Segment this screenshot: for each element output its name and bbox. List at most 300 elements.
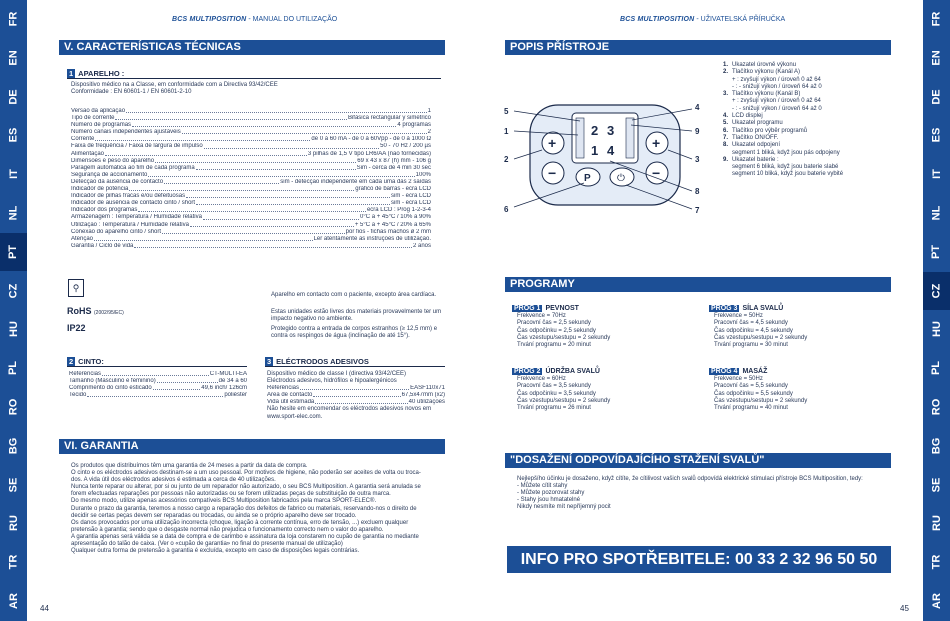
spec-value: CT-MULTI-EA xyxy=(209,371,247,377)
leader-dots xyxy=(105,151,307,156)
subsection-electrodes: 3 ELÉCTRODOS ADESIVOS xyxy=(265,357,445,367)
language-tab-de[interactable] xyxy=(923,78,950,116)
language-tab-ru[interactable] xyxy=(0,504,27,542)
spec-key: Tamanho (Masculino e feminino) xyxy=(69,378,156,385)
program-line: Čas odpočinku = 2,5 sekundy xyxy=(517,327,596,334)
minus-label: − xyxy=(652,165,661,181)
page-number-right: 45 xyxy=(900,604,909,613)
leader-dots xyxy=(300,385,409,390)
spec-row xyxy=(71,236,431,243)
spec-key: Indicador de ausência de contacto cinto / short xyxy=(71,200,196,207)
language-tab-cz[interactable] xyxy=(923,272,950,310)
language-tab-label: SE xyxy=(7,477,20,492)
language-tab-label: RU xyxy=(7,515,20,532)
spec-value: sim - detecção independente em cada uma das 2 saídas xyxy=(280,178,431,185)
spec-key: Paragem automática ao fim de cada programa xyxy=(71,164,195,171)
language-tabs-left xyxy=(0,0,27,621)
language-tab-ru[interactable] xyxy=(923,504,950,542)
program-line: Čas vzestupu/sestupu = 2 sekundy xyxy=(517,334,611,341)
spec-key: Indicador de potência xyxy=(71,186,129,193)
legend-item xyxy=(723,171,903,178)
program-line: Pracovní čas = 3,5 sekundy xyxy=(517,383,591,390)
language-tab-label: AR xyxy=(930,593,943,609)
spec-row xyxy=(69,378,247,385)
leader-dots xyxy=(138,207,366,212)
spec-row xyxy=(71,122,431,129)
warranty-line: Durante o prazo da garantia, teremos a nosso cargo a reparação dos defeitos de fabrico ou materiais, reservando-nos o direito de xyxy=(71,505,417,512)
language-tab-tr[interactable] xyxy=(923,543,950,581)
spec-key: Detecção da ausência de contacto xyxy=(71,178,164,185)
consumer-info-banner: INFO PRO SPOTŘEBITELE: 00 33 2 32 96 50 50 xyxy=(507,546,891,573)
callout-9: 9 xyxy=(695,127,700,136)
legend-item xyxy=(723,98,903,105)
power-bar-a xyxy=(576,118,584,158)
leader-dots xyxy=(196,165,356,170)
leader-dots xyxy=(315,399,407,404)
legend-text: LCD displej xyxy=(732,113,763,120)
spec-value: 50 - 70 Hz / 200 µs xyxy=(380,143,431,150)
spec-value: poliéster xyxy=(224,392,247,399)
spec-row xyxy=(71,143,431,150)
leader-dots xyxy=(186,193,390,198)
program-line: Čas odpočinku = 5,5 sekundy xyxy=(714,390,793,397)
language-tab-pt[interactable] xyxy=(923,233,950,271)
legend-text: - : - snižují výkon / úroveň 64 až 0 xyxy=(732,105,822,112)
program-heading xyxy=(709,368,889,375)
program-tag: PROG 3 xyxy=(711,305,738,312)
spec-row xyxy=(267,399,445,406)
spec-value: de 34 a 60 xyxy=(218,378,247,385)
legend-item xyxy=(723,91,903,98)
spec-key: Faixa de frequência / Faixa de largura de impulso xyxy=(71,143,203,150)
warranty-line: forem efectuadas reparações por pessoas não autorizadas ou se forem utilizadas peças de substituição de outra marca. xyxy=(71,491,391,498)
spec-key: Utilização : Temperatura / Humidade relativa xyxy=(71,221,189,228)
spec-key: Indicador de pilhas fracas e/ou defeituosas xyxy=(71,193,186,200)
program-line: Pracovní čas = 5,5 sekundy xyxy=(714,383,788,390)
spec-key: Tipo de corrente xyxy=(71,115,115,122)
spec-key: Área de contacto xyxy=(267,392,313,399)
legend-text: Ukazatel odpojení xyxy=(732,142,781,149)
page-number-left: 44 xyxy=(40,604,49,613)
leader-dots xyxy=(157,378,218,383)
legend-text: + : zvyšují výkon / úroveň 0 až 64 xyxy=(732,98,821,105)
program-line: Pracovní čas = 2,5 sekundy xyxy=(517,320,591,327)
legend-text: Tlačítko výkonu (Kanál B) xyxy=(732,91,801,98)
language-tab-label: FR xyxy=(930,11,943,27)
section-title-programs: PROGRAMY xyxy=(505,277,891,292)
language-tab-label: RO xyxy=(930,398,943,416)
spec-value: gráfico de barras - ecrã LCD xyxy=(355,186,431,193)
leader-dots xyxy=(153,385,201,390)
program-line: Frekvence = 70Hz xyxy=(517,313,566,320)
spec-value: 2 xyxy=(427,129,431,136)
lcd-digit: 1 xyxy=(591,143,599,158)
contraction-line: Nikdy nesmíte mít nepříjemný pocit xyxy=(517,504,611,511)
spec-value: 1 xyxy=(427,108,431,114)
spec-key: Garantia / Ciclo de vida xyxy=(71,242,134,249)
spec-row xyxy=(71,200,431,207)
program-line: Frekvence = 50Hz xyxy=(714,376,763,383)
language-tab-label: ES xyxy=(7,128,20,143)
legend-text: Ukazatel baterie : xyxy=(732,156,779,163)
spec-key: Conexão do aparelho cinto / short xyxy=(71,228,162,235)
plus-label: + xyxy=(652,135,661,151)
language-tab-se[interactable] xyxy=(0,466,27,504)
warranty-line: Do mesmo modo, utilize apenas acessórios compatíveis BCS Multiposition fabricados pela marca SPORT-ELEC®. xyxy=(71,498,377,505)
language-tab-en[interactable] xyxy=(0,39,27,77)
leader-dots xyxy=(164,179,279,184)
language-tab-se[interactable] xyxy=(923,466,950,504)
legend-number: 6. xyxy=(723,127,729,134)
program-tag: PROG 1 xyxy=(514,305,541,312)
spec-row xyxy=(267,392,445,399)
language-tab-it[interactable] xyxy=(0,155,27,193)
spec-key: Comprimento do cinto esticado xyxy=(69,385,152,392)
program-4 xyxy=(709,368,889,412)
language-tab-ro[interactable] xyxy=(0,388,27,426)
spec-row xyxy=(71,158,431,165)
program-name: PEVNOST xyxy=(545,305,579,312)
language-tab-ar[interactable] xyxy=(0,582,27,620)
language-tab-label: TR xyxy=(930,554,943,570)
leader-dots xyxy=(115,115,347,120)
language-tab-ar[interactable] xyxy=(923,582,950,620)
warranty-line: pretensão à garantia; sendo que o desgaste normal não prejudica o funcionamento correcto nem o valor do aparelho. xyxy=(71,526,384,533)
warranty-line: O cinto e os eléctrodos adesivos destinam-se a um uso pessoal. Por motivos de higiene, não poderão ser aceites de volta ou troca- xyxy=(71,470,421,477)
section-title-contraction: "DOSAŽENÍ ODPOVÍDAJÍCÍHO STAŽENÍ SVALŮ" xyxy=(505,453,891,468)
program-line: Čas odpočinku = 3,5 sekundy xyxy=(517,390,596,397)
language-tab-bg[interactable] xyxy=(923,427,950,465)
ip-label: IP22 xyxy=(67,323,86,333)
program-line: Čas vzestupu/sestupu = 2 sekundy xyxy=(714,397,808,404)
leader-dots xyxy=(196,200,390,205)
leader-dots xyxy=(87,392,223,397)
program-heading xyxy=(709,305,889,312)
subsection-device: 1 APARELHO : xyxy=(67,69,441,79)
spec-row xyxy=(71,115,431,122)
legend-item xyxy=(723,128,903,135)
language-tab-label: DE xyxy=(7,88,20,105)
rohs-label: RoHS (2002/95/EC) xyxy=(67,306,124,316)
spec-value: ecrã LCD : Prog 1-2-3-4 xyxy=(366,207,431,214)
leader-dots xyxy=(134,243,412,248)
program-name: MASÁŽ xyxy=(742,368,768,375)
program-tag: PROG 4 xyxy=(711,368,738,375)
spec-list xyxy=(71,108,431,250)
language-tab-label: NL xyxy=(930,205,943,221)
lcd-digit: 3 xyxy=(607,123,615,138)
spec-value: 49,6 inch/ 126cm xyxy=(201,385,247,392)
program-name: SÍLA SVALŮ xyxy=(742,305,784,312)
lcd-digit: 4 xyxy=(607,143,615,158)
leader-dots xyxy=(129,186,354,191)
contraction-line: - Stahy jsou hmatatelné xyxy=(517,497,581,504)
language-tab-label: CZ xyxy=(930,283,943,298)
language-tab-label: IT xyxy=(7,169,20,180)
language-tab-label: EN xyxy=(930,50,943,66)
spec-value: 2 anos xyxy=(412,242,431,249)
spec-row xyxy=(71,207,431,214)
spec-row xyxy=(71,243,431,250)
spec-value: 0°C a + 45°C / 10% a 90% xyxy=(359,214,431,221)
language-tab-pl[interactable] xyxy=(923,349,950,387)
legend-number: 4. xyxy=(723,113,729,120)
callout-4: 4 xyxy=(695,103,700,112)
language-tabs-right xyxy=(923,0,950,621)
legend-item xyxy=(723,157,903,164)
spec-key: Número de programas xyxy=(71,122,132,129)
legend-number: 8. xyxy=(723,142,729,149)
legend-item xyxy=(723,69,903,76)
spec-row xyxy=(267,385,445,392)
spec-value: 3 pilhas de 1,5 V tipo LR6/AA (não fornecidas) xyxy=(307,150,431,157)
language-tab-label: RU xyxy=(930,515,943,532)
language-tab-label: AR xyxy=(7,593,20,609)
callout-6: 6 xyxy=(504,205,509,214)
language-tab-label: PT xyxy=(7,244,20,259)
legend-text: segment 10 bliká, když jsou baterie vybité xyxy=(732,171,844,178)
spec-value: 40 utilizações xyxy=(408,399,445,406)
legend-item xyxy=(723,120,903,127)
program-1 xyxy=(512,305,692,349)
legend-text: + : zvyšují výkon / úroveň 0 až 64 xyxy=(732,76,821,83)
leader-dots xyxy=(126,108,427,113)
language-tab-fr[interactable] xyxy=(0,0,27,38)
belt-spec-list xyxy=(69,371,247,399)
leader-dots xyxy=(102,371,209,376)
language-tab-label: FR xyxy=(7,11,20,27)
electrodes-block: Dispositivo médico de classe I (directiva 93/42/CEE) Eléctrodos adesivos, hidrófilos e hipoalergénicos Referências EASF110x71 Área de contacto 67,5x47mm (x2) Vida útil estimada 40 utilizações Não hesite em encomendar os eléctrodos adesivos novos em www.sport-elec.com. xyxy=(267,371,445,420)
legend-number: 1. xyxy=(723,62,729,68)
language-tab-hu[interactable] xyxy=(0,310,27,348)
spec-key: Vida útil estimada xyxy=(267,399,315,406)
spec-value: 67,5x47mm (x2) xyxy=(401,392,445,399)
section-title-warranty: VI. GARANTIA xyxy=(59,439,445,454)
language-tab-label: HU xyxy=(930,321,943,338)
language-tab-label: DE xyxy=(930,88,943,105)
language-tab-pl[interactable] xyxy=(0,349,27,387)
spec-row xyxy=(69,371,247,378)
language-tab-bg[interactable] xyxy=(0,427,27,465)
callout-7: 7 xyxy=(695,206,700,215)
device-diagram xyxy=(500,95,710,220)
spec-row xyxy=(71,186,431,193)
language-tab-label: PT xyxy=(930,244,943,259)
spec-key: Atenção xyxy=(71,235,94,242)
program-line: Trvání programu = 26 minut xyxy=(517,405,591,412)
legend-item xyxy=(723,106,903,113)
language-tab-hu[interactable] xyxy=(923,310,950,348)
contraction-text xyxy=(517,476,887,511)
contraction-line: - Můžete cítit stahy xyxy=(517,483,568,490)
leader-dots xyxy=(162,229,345,234)
program-heading xyxy=(512,305,692,312)
language-tab-label: CZ xyxy=(7,283,20,298)
spec-key: Corrente xyxy=(71,136,95,143)
callout-8: 8 xyxy=(695,187,700,196)
callout-1: 1 xyxy=(504,127,509,136)
program-line: Frekvence = 50Hz xyxy=(714,313,763,320)
leader-dots xyxy=(95,136,310,141)
section-title-device-description: POPIS PŘÍSTROJE xyxy=(505,40,891,55)
legend-item xyxy=(723,84,903,91)
plus-label: + xyxy=(548,135,557,151)
warranty-line: Qualquer outra forma de pretensão à garantia é excluída, excepto em caso de disposições legais contrárias. xyxy=(71,548,360,555)
legend-item xyxy=(723,77,903,84)
leader-dots xyxy=(313,392,400,397)
callout-2: 2 xyxy=(504,155,509,164)
legend-item xyxy=(723,164,903,171)
program-tag: PROG 2 xyxy=(514,368,541,375)
spec-key: Dimensões e peso do aparelho xyxy=(71,157,155,164)
language-tab-label: BG xyxy=(7,437,20,455)
language-tab-fr[interactable] xyxy=(923,0,950,38)
language-tab-label: HU xyxy=(7,321,20,338)
legend-number: 2. xyxy=(723,69,729,76)
program-3 xyxy=(709,305,889,349)
language-tab-it[interactable] xyxy=(923,155,950,193)
language-tab-ro[interactable] xyxy=(923,388,950,426)
program-line: Frekvence = 60Hz xyxy=(517,376,566,383)
legend-item xyxy=(723,62,903,69)
device-legend xyxy=(723,62,903,179)
warranty-line: Os produtos que distribuímos têm uma garantia de 24 meses a partir da data de compra. xyxy=(71,463,308,469)
spec-row xyxy=(71,136,431,143)
spec-row xyxy=(69,392,247,399)
running-header-left: BCS MULTIPOSITION - MANUAL DO UTILIZAÇÃO xyxy=(172,16,338,23)
language-tab-de[interactable] xyxy=(0,78,27,116)
language-tab-pt[interactable] xyxy=(0,233,27,271)
symbol-contact-text: Aparelho em contacto com o paciente, excepto área cardíaca. xyxy=(271,292,437,298)
legend-text: segment 1 bliká, když jsou pás odpojeny xyxy=(732,149,840,156)
power-icon: ⏻ xyxy=(617,173,625,184)
language-tab-label: SE xyxy=(930,477,943,492)
spec-value: EASF110x71 xyxy=(410,385,445,392)
spec-row xyxy=(71,229,431,236)
program-heading xyxy=(512,368,692,375)
program-line: Trvání programu = 30 minut xyxy=(714,342,788,349)
warranty-line: Os danos provocados por uma utilização incorrecta (choque, ligação à corrente contínua, erro de tensão, ...) excluem qualquer xyxy=(71,519,409,526)
minus-label: − xyxy=(548,165,557,181)
legend-text: Tlačítko pro výběr programů xyxy=(732,127,808,134)
leader-dots xyxy=(190,222,354,227)
body-contact-icon: ⚲ xyxy=(68,279,84,297)
spec-value: 100% xyxy=(415,171,431,178)
spec-row xyxy=(71,214,431,221)
language-tab-nl[interactable] xyxy=(0,194,27,232)
rohs-text: Estas unidades estão livres dos materiais provavelmente ter um impacto negativo no ambiente. xyxy=(271,309,442,323)
language-tab-nl[interactable] xyxy=(923,194,950,232)
legend-item xyxy=(723,142,903,149)
leader-dots xyxy=(148,172,414,177)
language-tab-label: BG xyxy=(930,437,943,455)
legend-number: 9. xyxy=(723,156,729,163)
spec-key: Número canais independentes ajustáveis xyxy=(71,129,181,136)
program-line: Čas odpočinku = 4,5 sekundy xyxy=(714,327,793,334)
spec-row xyxy=(71,108,431,115)
warranty-line: apresentação do talão de caixa. (Ver o «cupão de garantia» no final do presente manual de utilização) xyxy=(71,541,343,548)
leader-dots xyxy=(132,122,396,127)
spec-key: Referências xyxy=(267,385,300,392)
language-tab-es[interactable] xyxy=(0,116,27,154)
legend-number: 5. xyxy=(723,120,729,127)
program-name: ÚDRŽBA SVALŮ xyxy=(545,368,600,375)
spec-key: Versão da aplicação xyxy=(71,108,126,114)
language-tab-cz[interactable] xyxy=(0,272,27,310)
legend-number: 7. xyxy=(723,134,729,141)
program-line: Trvání programu = 40 minut xyxy=(714,405,788,412)
language-tab-label: TR xyxy=(7,554,20,570)
spec-value: Sim - cerca de 4 min 30 sec xyxy=(356,164,431,171)
legend-text: - : - snižují výkon / úroveň 64 až 0 xyxy=(732,83,822,90)
spec-row xyxy=(71,193,431,200)
spec-key: Referências xyxy=(69,371,102,377)
spec-value: de 0 à 60 mA - de 0 à 60Vpp - de 0 à 1000 Ω xyxy=(311,136,431,143)
program-line: Čas vzestupu/sestupu = 2 sekundy xyxy=(714,334,808,341)
leader-dots xyxy=(203,214,359,219)
language-tab-label: PL xyxy=(7,361,20,376)
section-title-characteristics: V. CARACTERÍSTICAS TÉCNICAS xyxy=(59,40,445,55)
spec-value: sim - ecrã LCD xyxy=(390,200,431,207)
language-tab-tr[interactable] xyxy=(0,543,27,581)
spec-row xyxy=(71,172,431,179)
language-tab-label: NL xyxy=(7,205,20,221)
legend-item xyxy=(723,135,903,142)
spec-value: Bifásica rectangular y simetrico xyxy=(347,115,431,122)
warranty-line: A garantia apenas será válida se a data de compra e de carimbo e assinatura da loja constarem no cupão de garantia no mediante xyxy=(71,533,419,540)
leader-dots xyxy=(94,236,313,241)
ip-text: Protegido contra a entrada de corpos estranhos (≥ 12,5 mm) e contra os respingos de água (inclinação de até 15°). xyxy=(271,326,438,340)
legend-text: Tlačítko ON/OFF. xyxy=(732,134,779,141)
leader-dots xyxy=(155,158,356,163)
subsection-belt: 2 CINTO: xyxy=(67,357,247,367)
language-tab-es[interactable] xyxy=(923,116,950,154)
warranty-text xyxy=(71,463,441,555)
spec-row xyxy=(69,385,247,392)
warranty-line: Nunca tente reparar ou alterar, por si ou junto de um reparador não autorizado, o seu BCS Multiposition. A garantia será anulada se xyxy=(71,484,421,491)
program-label: P xyxy=(584,173,591,184)
power-bar-b xyxy=(626,118,634,158)
legend-item xyxy=(723,113,903,120)
language-tab-label: PL xyxy=(930,361,943,376)
spec-value: Ler atentamente as instruções de utilização. xyxy=(313,235,431,242)
spec-key: Segurança de accionamento xyxy=(71,171,148,178)
program-2 xyxy=(512,368,692,412)
spec-value: + 5°C a + 45°C / 20% a 65% xyxy=(354,221,431,228)
warranty-line: decidir se certas peças devem ser reparadas ou trocadas, ou ainda se o próprio aparelho deve ser trocado. xyxy=(71,512,357,519)
lcd-digit: 2 xyxy=(591,123,599,138)
program-line: Trvání programu = 20 minut xyxy=(517,342,591,349)
running-header-right: BCS MULTIPOSITION - UŽIVATELSKÁ PŘÍRUČKA xyxy=(620,16,786,23)
spec-row xyxy=(71,179,431,186)
spec-value: sim - ecrã LCD xyxy=(390,193,431,200)
spec-value: 69 x 43 x 87 (h) mm - 106 g xyxy=(357,157,431,164)
legend-text: segment 6 bliká, když jsou baterie slabé xyxy=(732,164,839,171)
language-tab-en[interactable] xyxy=(923,39,950,77)
device-intro: Dispositivo médico na a Classe, em conformidade com a Directiva 93/42/CEE Conformidade : EN 60601-1 / EN 60601-2-10 xyxy=(71,82,278,96)
callout-3: 3 xyxy=(695,155,700,164)
legend-number: 3. xyxy=(723,91,729,98)
spec-row xyxy=(71,222,431,229)
spec-key: Tecido xyxy=(69,392,87,399)
leader-dots xyxy=(204,143,379,148)
contraction-line: Nejlepšího účinku je dosaženo, když cítíte, že cítilivost vašich svalů odpovídá elektrické stimulaci přístroje BCS Multiposition, tedy: xyxy=(517,476,863,482)
program-line: Pracovní čas = 4,5 sekundy xyxy=(714,320,788,327)
legend-item xyxy=(723,150,903,157)
contraction-line: - Můžete pozorovat stahy xyxy=(517,490,585,497)
spec-row xyxy=(71,129,431,136)
spec-key: Indicador dos programas xyxy=(71,207,138,214)
